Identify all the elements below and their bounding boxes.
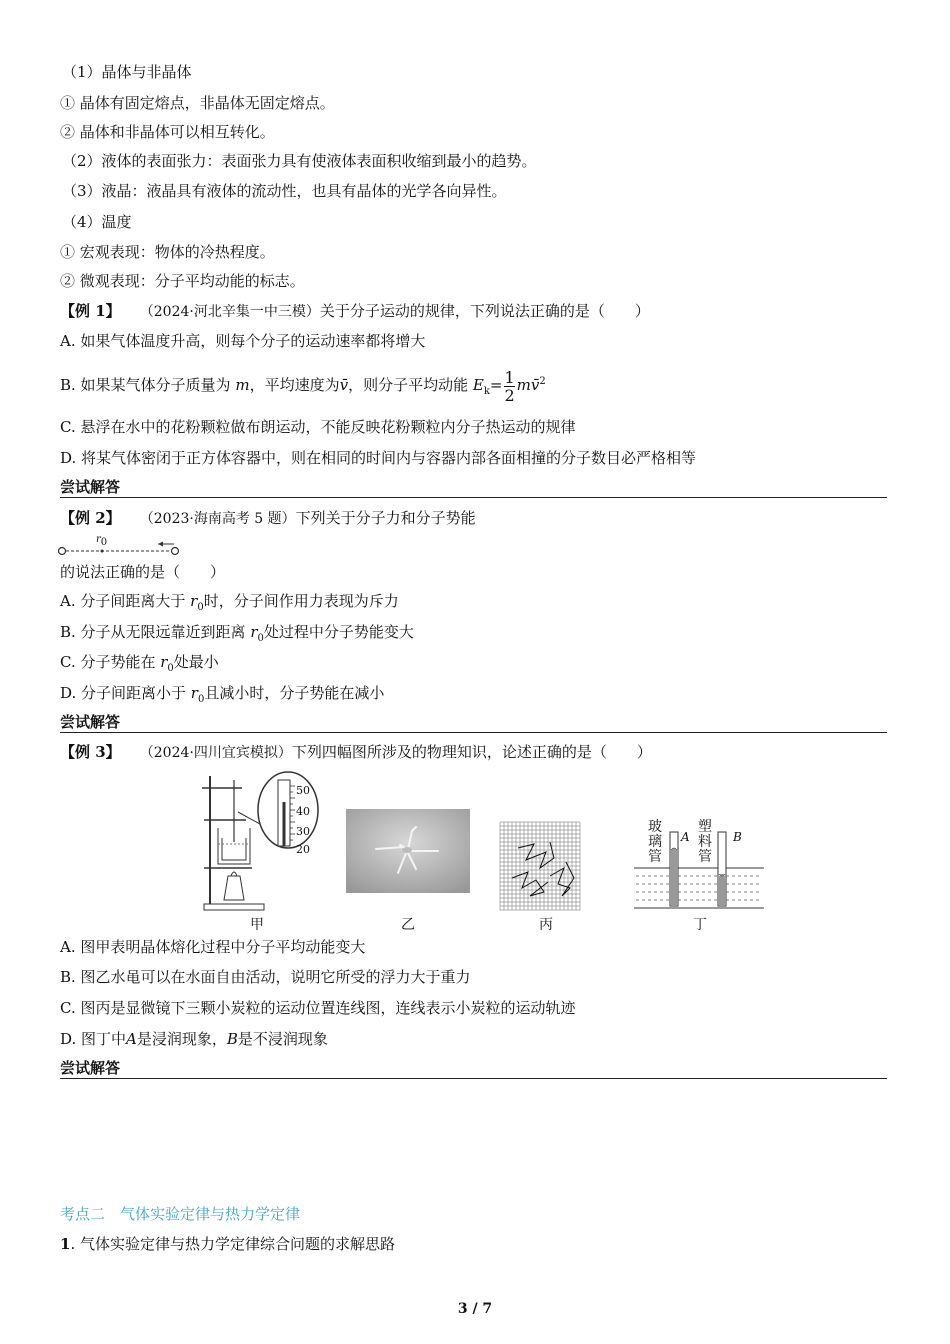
option-c <box>60 652 219 679</box>
a-symbol: A <box>126 1030 137 1048</box>
section-item <box>60 1234 395 1254</box>
velocity-symbol: v̄ <box>339 376 349 394</box>
example-3-header <box>60 742 652 763</box>
answer-line[interactable] <box>60 712 887 733</box>
example-source: （2023·海南高考 5 题） <box>139 511 296 527</box>
subscript: 0 <box>257 633 264 644</box>
section-title: 考点二 气体实验定律与热力学定律 <box>60 1205 301 1223</box>
text-line: （4）温度 <box>62 213 132 231</box>
text-line: ② 微观表现：分子平均动能的标志。 <box>60 272 305 290</box>
text-line: ② 晶体和非晶体可以相互转化。 <box>60 123 275 141</box>
option-d <box>60 683 384 710</box>
example-tag: 【例 1】 <box>60 302 121 320</box>
example-stem: 关于分子运动的规律，下列说法正确的是（ ） <box>319 302 650 320</box>
b-symbol: B <box>226 1030 238 1048</box>
example-2-header <box>60 508 476 529</box>
denominator: 2 <box>504 385 515 405</box>
option-text: D. 分子间距离小于 <box>60 684 191 702</box>
example-tag: 【例 3】 <box>60 743 121 761</box>
option-text: B. 分子从无限远靠近到距离 <box>60 623 251 641</box>
option-b <box>60 622 414 649</box>
option-b: B. 图乙水黾可以在水面自由活动，说明它所受的浮力大于重力 <box>60 968 471 986</box>
subscript: 0 <box>197 694 205 705</box>
glass-tube-label: 玻璃管 <box>648 819 662 865</box>
figure-caption: 丙 <box>539 917 553 933</box>
option-b <box>60 360 546 414</box>
answer-label: 尝试解答 <box>60 478 121 496</box>
page-number: 3 / 7 <box>457 1301 493 1317</box>
energy-symbol: E <box>472 376 484 394</box>
subscript: 0 <box>100 537 108 548</box>
r0-label <box>96 535 107 548</box>
figure-caption: 乙 <box>401 917 415 933</box>
figure-caption: 甲 <box>250 917 264 933</box>
r-symbol: r <box>190 684 198 702</box>
subscript: 0 <box>167 663 174 674</box>
text-line: ① 宏观表现：物体的冷热程度。 <box>60 243 275 261</box>
option-text: 且减小时，分子势能在减小 <box>204 684 385 702</box>
example-stem: 下列关于分子力和分子势能 <box>295 509 476 527</box>
option-a: A. 如果气体温度升高，则每个分子的运动速率都将增大 <box>60 332 426 350</box>
text-line: （1）晶体与非晶体 <box>62 63 192 81</box>
example-source: （2024·四川宜宾模拟） <box>139 745 292 761</box>
option-a: A. 图甲表明晶体熔化过程中分子平均动能变大 <box>60 938 366 956</box>
figure-yi-water-strider-photo <box>346 809 470 893</box>
r-symbol: r <box>190 592 198 610</box>
option-d: D. 将某气体密闭于正方体容器中，则在相同的时间内与容器内部各面相撞的分子数目必严格相等 <box>60 449 697 467</box>
option-b-text: B. 如果某气体分子质量为 <box>60 376 231 394</box>
option-b-text: ，则分子平均动能 <box>348 376 473 394</box>
option-text: 是浸润现象， <box>136 1030 227 1048</box>
text-line: ① 晶体有固定熔点，非晶体无固定熔点。 <box>60 94 335 112</box>
r-symbol: r <box>160 653 168 671</box>
option-text: 处过程中分子势能变大 <box>263 623 414 641</box>
item-text: . 气体实验定律与热力学定律综合问题的求解思路 <box>70 1235 395 1253</box>
mass-symbol: m <box>235 376 250 394</box>
answer-label: 尝试解答 <box>60 1059 121 1077</box>
item-number: 1 <box>60 1235 71 1253</box>
mass-symbol: m <box>516 376 531 394</box>
option-text: C. 分子势能在 <box>60 653 161 671</box>
tube-b-label: B <box>733 830 742 844</box>
option-text: A. 分子间距离大于 <box>60 592 191 610</box>
option-d <box>60 1029 328 1049</box>
thermo-tick: 20 <box>296 843 310 856</box>
example-tag: 【例 2】 <box>60 509 121 527</box>
thermo-tick: 30 <box>296 825 310 838</box>
velocity-symbol: v̄ <box>530 376 540 394</box>
r-symbol: r <box>250 623 258 641</box>
r-symbol: r <box>96 534 101 545</box>
answer-label: 尝试解答 <box>60 713 121 731</box>
tube-a-label: A <box>681 830 690 844</box>
thermo-tick: 40 <box>296 805 310 818</box>
text-line: （2）液体的表面张力：表面张力具有使液体表面积收缩到最小的趋势。 <box>62 152 537 170</box>
text-line: （3）液晶：液晶具有液体的流动性，也具有晶体的光学各向异性。 <box>62 182 507 200</box>
example-source: （2024·河北辛集一中三模） <box>139 304 320 320</box>
subscript: k <box>483 386 490 397</box>
option-a <box>60 591 399 618</box>
option-text: 时，分子间作用力表现为斥力 <box>203 592 399 610</box>
option-b-text: ，平均速度为 <box>249 376 340 394</box>
option-text: 处最小 <box>173 653 219 671</box>
figure-bing-brownian-paths <box>500 822 580 910</box>
example-stem: 下列四幅图所涉及的物理知识，论述正确的是（ ） <box>291 743 652 761</box>
plastic-tube-label: 塑料管 <box>698 819 712 865</box>
option-text: 是不浸润现象 <box>237 1030 328 1048</box>
option-text: D. 图丁中 <box>60 1030 127 1048</box>
answer-line[interactable] <box>60 477 887 498</box>
option-c: C. 图丙是显微镜下三颗小炭粒的运动位置连线图，连线表示小炭粒的运动轨迹 <box>60 999 576 1017</box>
thermo-tick: 50 <box>296 784 310 797</box>
subscript: 0 <box>197 602 204 613</box>
figure-caption: 丁 <box>693 917 707 933</box>
equals-sign: = <box>489 376 503 394</box>
option-c: C. 悬浮在水中的花粉颗粒做布朗运动，不能反映花粉颗粒内分子热运动的规律 <box>60 418 576 436</box>
fraction <box>504 369 514 404</box>
example-stem-cont: 的说法正确的是（ ） <box>60 563 226 581</box>
answer-line[interactable] <box>60 1058 887 1079</box>
example-1-header <box>60 301 650 322</box>
numerator: 1 <box>504 367 515 387</box>
molecule-distance-figure <box>58 536 188 558</box>
superscript: 2 <box>539 376 546 387</box>
